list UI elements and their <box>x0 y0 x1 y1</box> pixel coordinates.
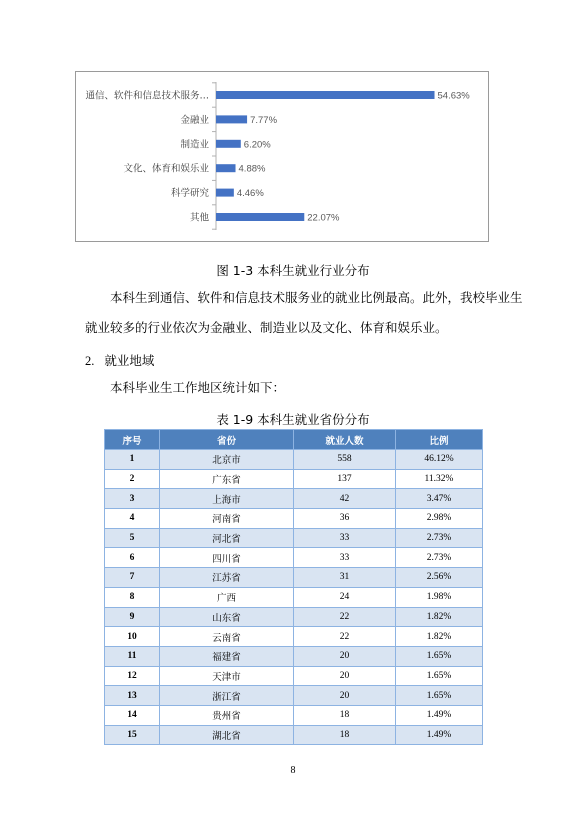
row-ratio: 2.73% <box>396 528 483 548</box>
row-ratio: 1.98% <box>396 587 483 607</box>
table-row <box>105 489 483 509</box>
row-province: 河北省 <box>160 528 294 548</box>
bar-5 <box>216 213 304 221</box>
row-index: 12 <box>105 666 160 686</box>
data-label: 22.07% <box>307 212 340 224</box>
row-count: 33 <box>294 528 396 548</box>
category-label: 科学研究 <box>170 188 209 200</box>
row-ratio: 11.32% <box>396 469 483 489</box>
category-label: 文化、体育和娱乐业 <box>123 163 209 175</box>
row-ratio: 3.47% <box>396 489 483 509</box>
category-label: 金融业 <box>180 114 209 126</box>
data-label: 7.77% <box>250 114 278 126</box>
row-province: 福建省 <box>160 646 294 666</box>
row-count: 20 <box>294 646 396 666</box>
header-no: 序号 <box>105 430 160 450</box>
row-count: 36 <box>294 509 396 529</box>
category-label: 其他 <box>189 212 209 224</box>
table-row <box>105 705 483 725</box>
row-province: 广东省 <box>160 469 294 489</box>
row-count: 137 <box>294 469 396 489</box>
row-province: 云南省 <box>160 627 294 647</box>
row-count: 42 <box>294 489 396 509</box>
bar-3 <box>216 164 236 172</box>
row-province: 河南省 <box>160 509 294 529</box>
table-row <box>105 548 483 568</box>
row-index: 14 <box>105 705 160 725</box>
row-province: 浙江省 <box>160 686 294 706</box>
paragraph-2: 本科毕业生工作地区统计如下： <box>110 380 286 395</box>
row-index: 9 <box>105 607 160 627</box>
row-index: 15 <box>105 725 160 745</box>
chart-canvas <box>76 72 490 243</box>
row-count: 22 <box>294 607 396 627</box>
data-label: 4.88% <box>238 163 266 175</box>
header-ratio: 比例 <box>396 430 483 450</box>
table-row <box>105 469 483 489</box>
row-province: 江苏省 <box>160 568 294 588</box>
row-count: 20 <box>294 686 396 706</box>
header-count: 就业人数 <box>294 430 396 450</box>
row-ratio: 2.98% <box>396 509 483 529</box>
industry-bar-chart <box>75 71 489 242</box>
table-row <box>105 725 483 745</box>
row-ratio: 1.82% <box>396 627 483 647</box>
paragraph-line-1: 本科生到通信、软件和信息技术服务业的就业比例最高。此外，我校毕业生 <box>110 290 523 305</box>
table-row <box>105 666 483 686</box>
row-ratio: 1.65% <box>396 666 483 686</box>
row-index: 7 <box>105 568 160 588</box>
row-ratio: 1.49% <box>396 725 483 745</box>
section-heading <box>85 351 154 369</box>
bar-1 <box>216 115 247 123</box>
section-title: 就业地域 <box>104 353 155 368</box>
table-row <box>105 587 483 607</box>
row-count: 18 <box>294 725 396 745</box>
table-row <box>105 450 483 470</box>
paragraph-line-2: 就业较多的行业依次为金融业、制造业以及文化、体育和娱乐业。 <box>85 320 448 335</box>
row-ratio: 2.56% <box>396 568 483 588</box>
row-index: 6 <box>105 548 160 568</box>
row-province: 贵州省 <box>160 705 294 725</box>
category-label: 通信、软件和信息技术服务… <box>85 90 209 102</box>
row-count: 22 <box>294 627 396 647</box>
table-caption: 表 1-9 本科生就业省份分布 <box>216 412 370 427</box>
row-province: 北京市 <box>160 450 294 470</box>
table-row <box>105 607 483 627</box>
row-index: 5 <box>105 528 160 548</box>
category-label: 制造业 <box>180 139 209 151</box>
row-province: 上海市 <box>160 489 294 509</box>
table-row <box>105 646 483 666</box>
row-ratio: 1.82% <box>396 607 483 627</box>
row-ratio: 2.73% <box>396 548 483 568</box>
row-count: 20 <box>294 666 396 686</box>
row-count: 18 <box>294 705 396 725</box>
row-province: 广西 <box>160 587 294 607</box>
row-count: 558 <box>294 450 396 470</box>
row-province: 四川省 <box>160 548 294 568</box>
row-ratio: 1.65% <box>396 646 483 666</box>
data-label: 6.20% <box>243 139 271 151</box>
row-ratio: 1.65% <box>396 686 483 706</box>
row-index: 4 <box>105 509 160 529</box>
row-index: 10 <box>105 627 160 647</box>
row-ratio: 46.12% <box>396 450 483 470</box>
row-ratio: 1.49% <box>396 705 483 725</box>
row-count: 33 <box>294 548 396 568</box>
row-index: 13 <box>105 686 160 706</box>
row-count: 24 <box>294 587 396 607</box>
table-row <box>105 686 483 706</box>
table-row <box>105 528 483 548</box>
row-province: 天津市 <box>160 666 294 686</box>
table-row <box>105 509 483 529</box>
bar-2 <box>216 140 241 148</box>
row-index: 1 <box>105 450 160 470</box>
page-number: 8 <box>290 765 296 776</box>
table-header-row <box>105 430 483 450</box>
section-number: 2. <box>85 354 95 368</box>
table-body <box>105 450 483 745</box>
row-index: 3 <box>105 489 160 509</box>
row-index: 2 <box>105 469 160 489</box>
bar-0 <box>216 91 435 99</box>
row-index: 11 <box>105 646 160 666</box>
row-province: 山东省 <box>160 607 294 627</box>
table-row <box>105 568 483 588</box>
province-table <box>104 429 483 745</box>
row-count: 31 <box>294 568 396 588</box>
row-province: 湖北省 <box>160 725 294 745</box>
bar-4 <box>216 189 234 197</box>
header-province: 省份 <box>160 430 294 450</box>
table-row <box>105 627 483 647</box>
data-label: 54.63% <box>437 90 470 102</box>
row-index: 8 <box>105 587 160 607</box>
figure-caption: 图 1-3 本科生就业行业分布 <box>216 263 370 278</box>
data-label: 4.46% <box>236 188 264 200</box>
